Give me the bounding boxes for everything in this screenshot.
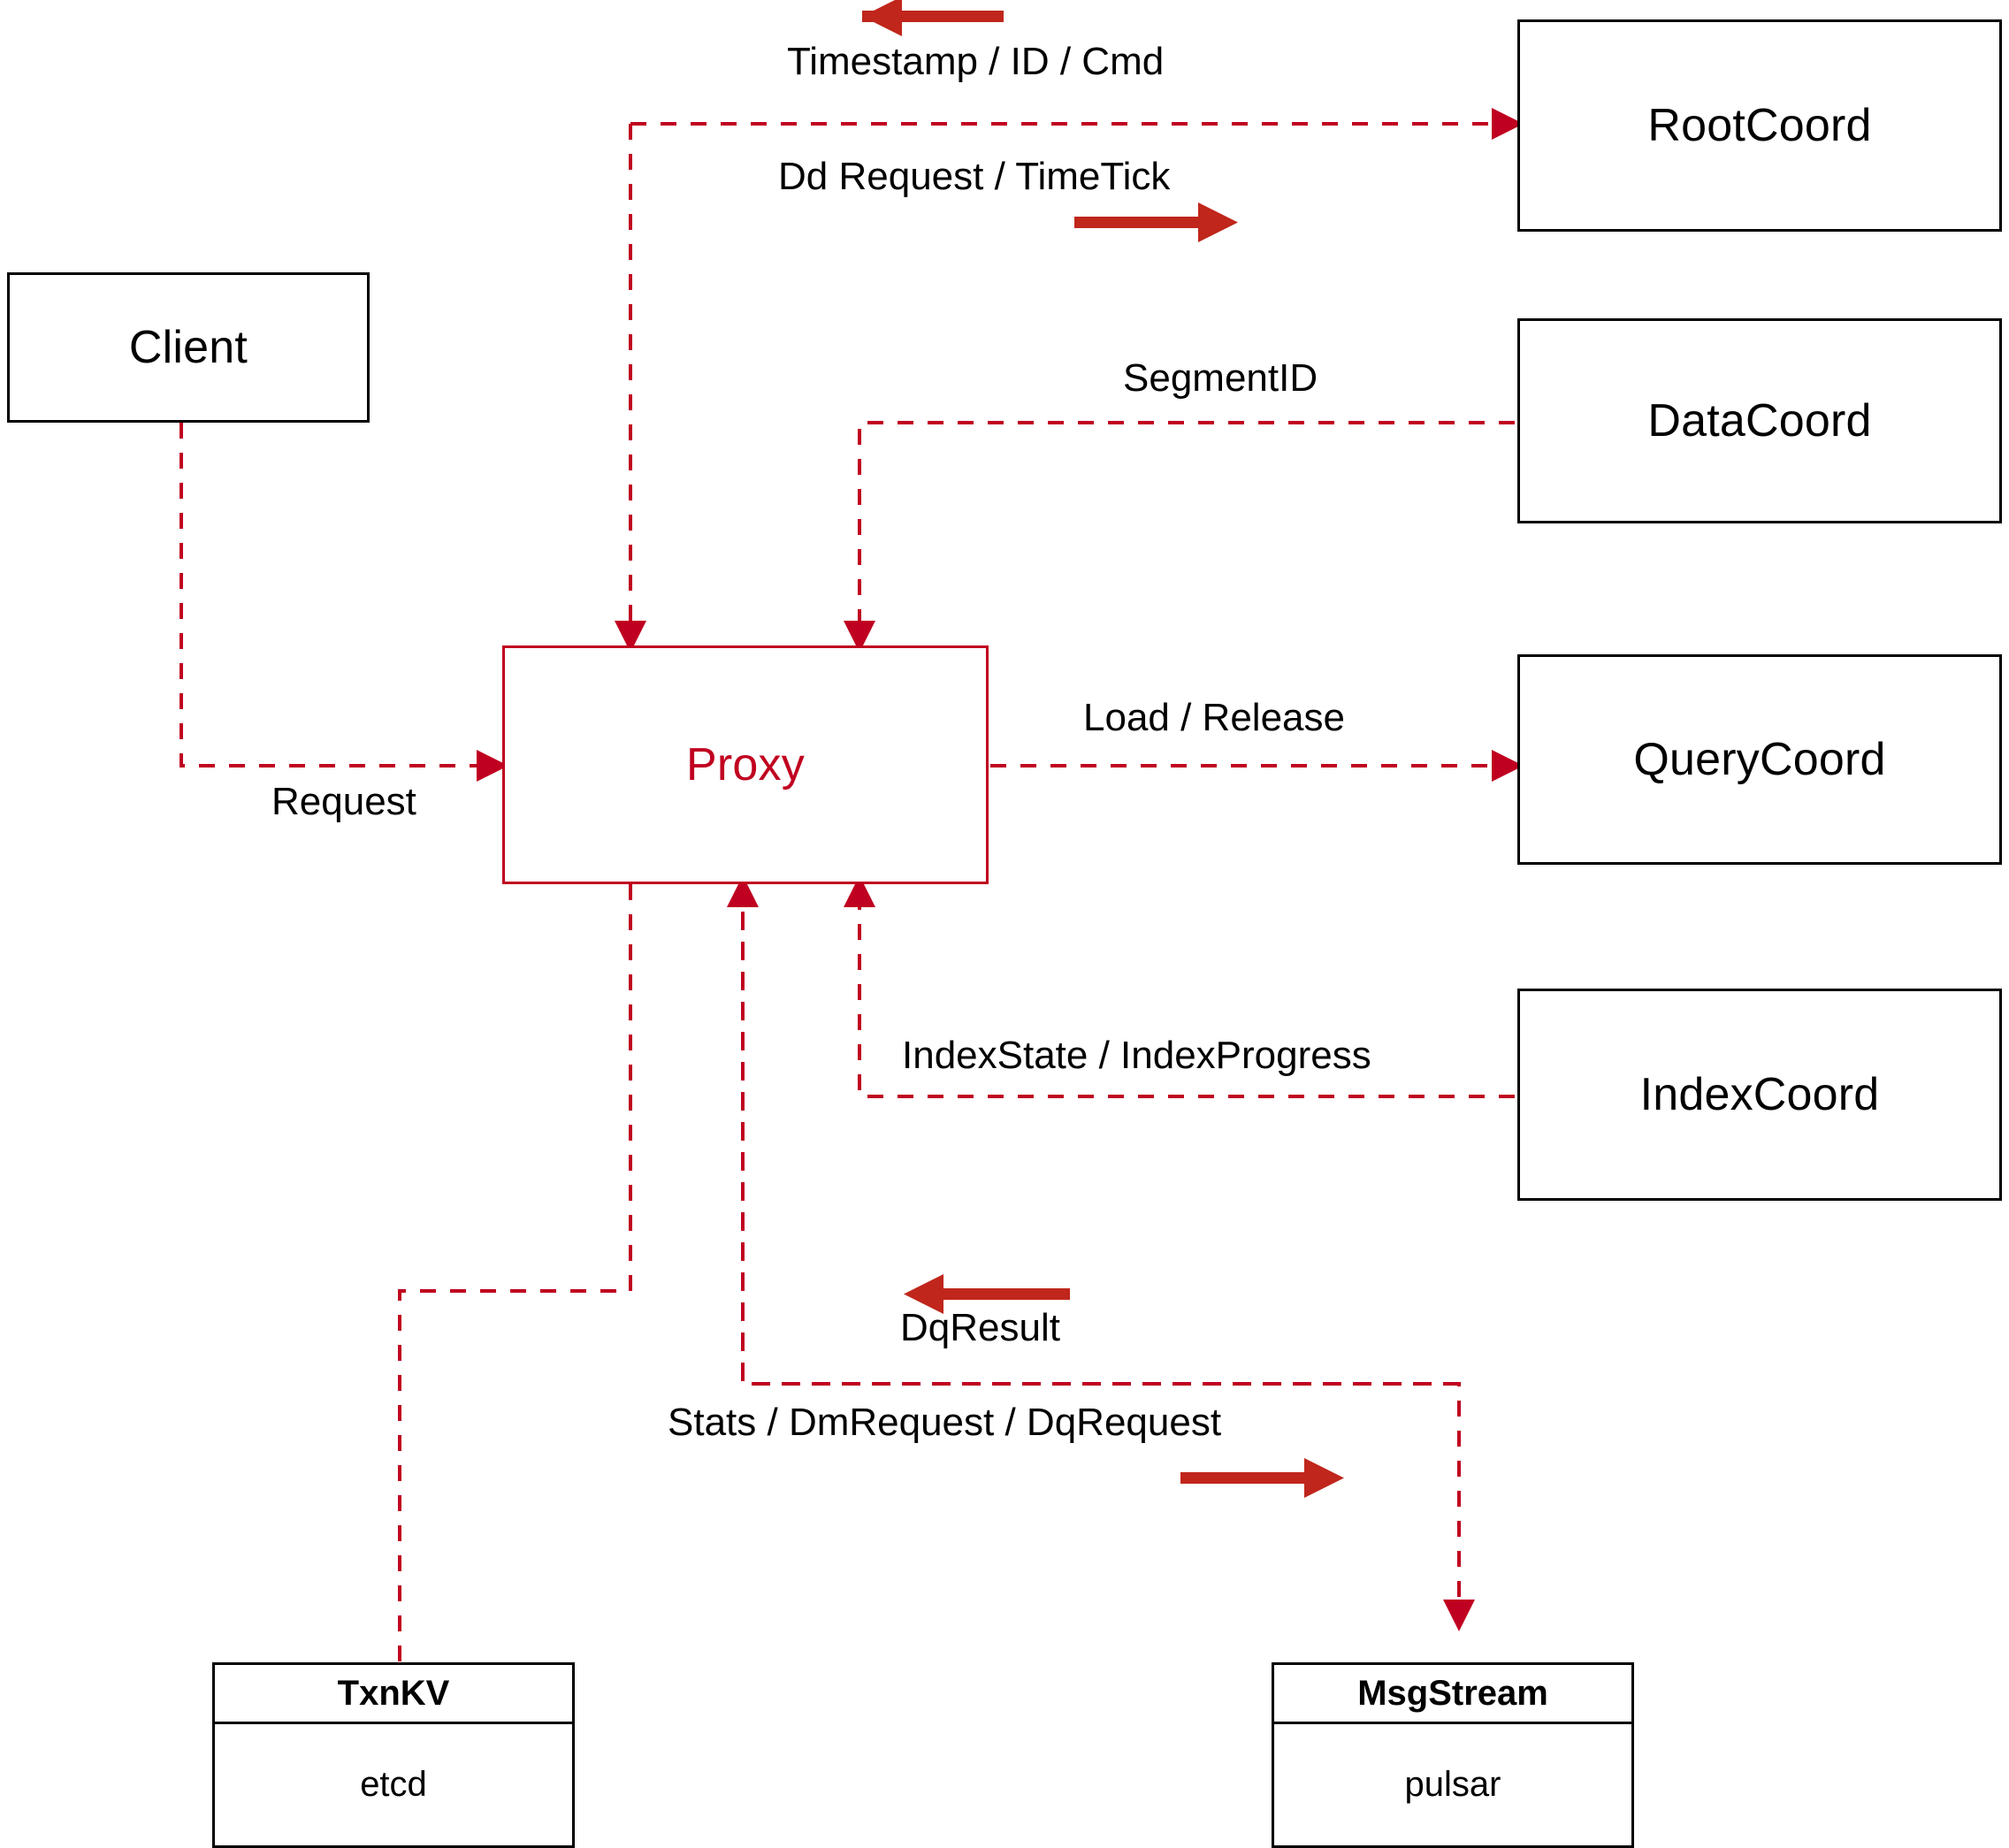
store-txnkv[interactable] bbox=[212, 1662, 575, 1848]
node-datacoord-label: DataCoord bbox=[1647, 395, 1872, 447]
edge-label-request: Request bbox=[271, 780, 416, 823]
node-proxy-label: Proxy bbox=[686, 739, 805, 790]
node-indexcoord[interactable] bbox=[1517, 989, 2002, 1201]
node-rootcoord-label: RootCoord bbox=[1647, 100, 1872, 151]
node-client-label: Client bbox=[128, 322, 248, 373]
node-proxy[interactable] bbox=[502, 645, 989, 884]
edge-proxy-to-txnkv bbox=[400, 884, 630, 1662]
store-txnkv-body: etcd bbox=[360, 1765, 427, 1804]
node-rootcoord[interactable] bbox=[1517, 19, 2002, 232]
store-msgstream-body: pulsar bbox=[1404, 1765, 1501, 1804]
node-querycoord[interactable] bbox=[1517, 654, 2002, 865]
edge-label-dd-request-timetick: Dd Request / TimeTick bbox=[778, 155, 1171, 198]
edge-label-timestamp-id-cmd: Timestamp / ID / Cmd bbox=[787, 40, 1165, 83]
store-txnkv-title: TxnKV bbox=[215, 1665, 572, 1724]
direction-arrow-stats bbox=[1180, 1458, 1344, 1498]
direction-arrow-ddrequest bbox=[1074, 202, 1238, 242]
edge-client-to-proxy bbox=[181, 423, 500, 766]
edge-label-dq-result: DqResult bbox=[900, 1306, 1060, 1349]
direction-arrow-timestamp bbox=[862, 0, 1004, 36]
node-client[interactable] bbox=[7, 272, 370, 423]
edge-msgstream-to-proxy bbox=[743, 884, 1459, 1384]
node-querycoord-label: QueryCoord bbox=[1633, 734, 1886, 785]
node-datacoord[interactable] bbox=[1517, 318, 2002, 523]
edge-label-load-release: Load / Release bbox=[1083, 696, 1345, 739]
store-msgstream-title: MsgStream bbox=[1274, 1665, 1631, 1724]
edge-label-index-state-progress: IndexState / IndexProgress bbox=[902, 1034, 1371, 1077]
node-indexcoord-label: IndexCoord bbox=[1639, 1069, 1880, 1120]
edge-proxy-to-msgstream bbox=[743, 884, 1459, 1623]
edge-datacoord-to-proxy bbox=[859, 423, 1515, 644]
edge-label-stats-dm-dq-request: Stats / DmRequest / DqRequest bbox=[668, 1401, 1222, 1444]
store-msgstream[interactable] bbox=[1272, 1662, 1634, 1848]
edge-label-segment-id: SegmentID bbox=[1123, 356, 1318, 400]
